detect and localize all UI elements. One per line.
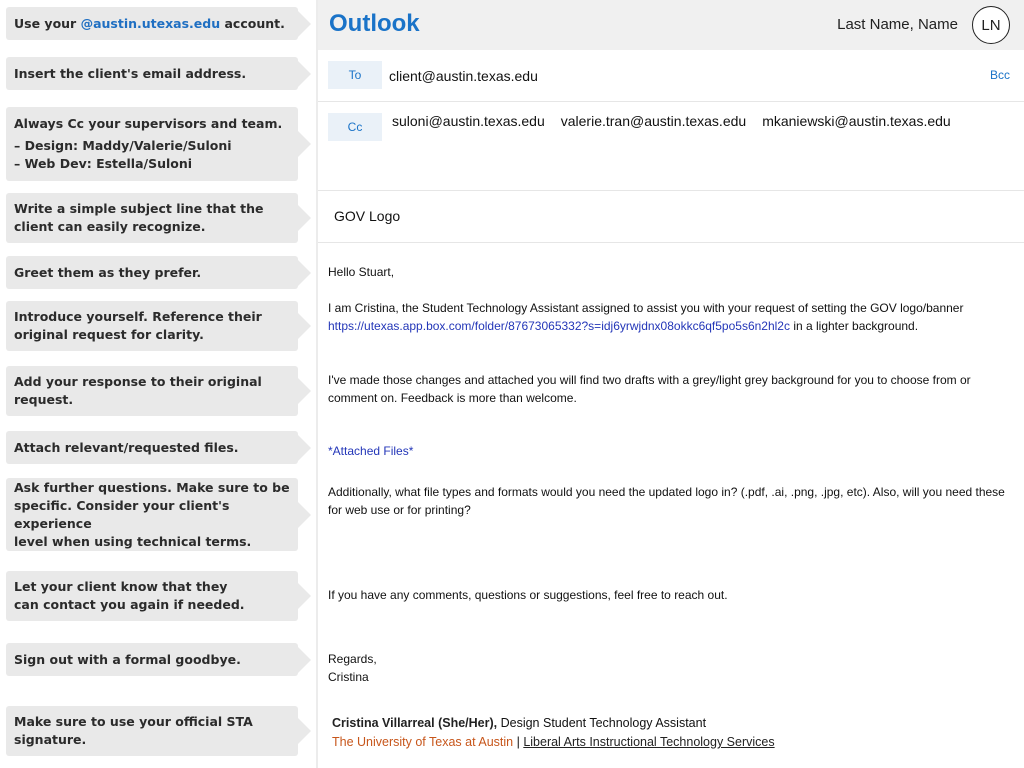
email-greeting: Hello Stuart, [328, 265, 395, 279]
subject-row [318, 191, 1024, 243]
tip-contact-line: can contact you again if needed. [14, 597, 245, 612]
to-input[interactable]: client@austin.texas.edu [389, 68, 538, 84]
tip-signature-line: signature. [14, 732, 87, 747]
email-signature [332, 714, 775, 752]
email-contact: If you have any comments, questions or suggestions, feel free to reach out. [328, 588, 728, 602]
signature-title: Design Student Technology Assistant [497, 716, 707, 730]
cc-label-button[interactable]: Cc [328, 113, 382, 141]
instruction-column [0, 0, 316, 768]
tip-questions-line: specific. Consider your client's experience [14, 497, 230, 531]
closing-name: Cristina [328, 670, 369, 684]
email-intro [328, 299, 1018, 335]
app-title: Outlook [329, 10, 420, 37]
signature-department-link[interactable]: Liberal Arts Instructional Technology Services [523, 735, 775, 749]
tip-questions-line: Ask further questions. Make sure to be [14, 479, 290, 495]
signature-line-1 [332, 714, 775, 733]
tip-introduce-line: Introduce yourself. Reference their [14, 309, 262, 324]
signature-line-2 [332, 733, 775, 752]
tip-signature [6, 706, 298, 756]
tip-subject-line: client can easily recognize. [14, 219, 206, 234]
tip-subject-line: Write a simple subject line that the [14, 201, 264, 216]
tip-cc-line: – Design: Maddy/Valerie/Suloni [14, 138, 232, 153]
tip-greeting [6, 256, 298, 289]
tip-introduce [6, 301, 298, 351]
tip-cc-line: – Web Dev: Estella/Suloni [14, 156, 193, 171]
tip-subject [6, 193, 298, 243]
signature-separator: | [513, 735, 524, 749]
tip-response-line: Add your response to their original [14, 374, 262, 389]
bcc-button[interactable]: Bcc [989, 68, 1010, 82]
email-response: I've made those changes and attached you will find two drafts with a grey/light grey background for you to choose from or comment on. Feedback is more than welcome. [328, 373, 971, 405]
tip-contact [6, 571, 298, 621]
email-intro-tail: in a lighter background. [789, 319, 919, 333]
tip-questions [6, 478, 298, 551]
signature-name: Cristina Villarreal (She/Her), [332, 716, 498, 730]
cc-row [318, 102, 1024, 191]
tip-response [6, 366, 298, 416]
tip-account [6, 7, 298, 40]
subject-input[interactable]: GOV Logo [334, 208, 401, 224]
closing-line: Regards, [328, 652, 377, 666]
tip-greeting-text: Greet them as they prefer. [14, 264, 202, 280]
to-row [318, 50, 1024, 102]
tip-client-email-text: Insert the client's email address. [14, 65, 247, 81]
user-name[interactable]: Last Name, Name [837, 16, 958, 33]
tip-response-line: request. [14, 392, 74, 407]
to-label-button[interactable]: To [328, 61, 382, 89]
cc-recipient[interactable]: mkaniewski@austin.texas.edu [762, 113, 951, 129]
email-closing [328, 650, 1018, 686]
box-folder-link[interactable]: https://utexas.app.box.com/folder/87673065332?s=idj6yrwjdnx08okkc6qf5po5s6n2hl2c [328, 319, 790, 333]
tip-contact-line: Let your client know that they [14, 579, 228, 594]
signature-university: The University of Texas at Austin [332, 735, 514, 749]
tip-signature-line: Make sure to use your official STA [14, 714, 253, 729]
cc-recipient[interactable]: suloni@austin.texas.edu [392, 113, 545, 129]
tip-sign-out [6, 643, 298, 676]
tip-attach [6, 431, 298, 464]
cc-input[interactable] [392, 113, 951, 129]
tip-questions-line: level when using technical terms. [14, 533, 252, 549]
email-intro-text: I am Cristina, the Student Technology Assistant assigned to assist you with your request of setting the GOV logo/banner [328, 301, 964, 315]
tip-introduce-line: original request for clarity. [14, 327, 204, 342]
tip-account-text: Use your @austin.utexas.edu account. [14, 15, 285, 31]
app-header [318, 0, 1024, 50]
tip-attach-text: Attach relevant/requested files. [14, 439, 239, 455]
tip-cc [6, 107, 298, 181]
avatar[interactable]: LN [972, 6, 1010, 44]
tip-client-email [6, 57, 298, 90]
tip-sign-out-text: Sign out with a formal goodbye. [14, 651, 241, 667]
tip-cc-line: Always Cc your supervisors and team. [14, 116, 283, 131]
tip-account-highlight: @austin.utexas.edu [80, 15, 221, 31]
cc-recipient[interactable]: valerie.tran@austin.texas.edu [560, 113, 747, 129]
email-questions: Additionally, what file types and formats would you need the updated logo in? (.pdf, .ai, .png, .jpg, etc). Also, will you need these for web use or for printing? [328, 485, 1005, 517]
attached-files[interactable]: *Attached Files* [328, 444, 414, 458]
